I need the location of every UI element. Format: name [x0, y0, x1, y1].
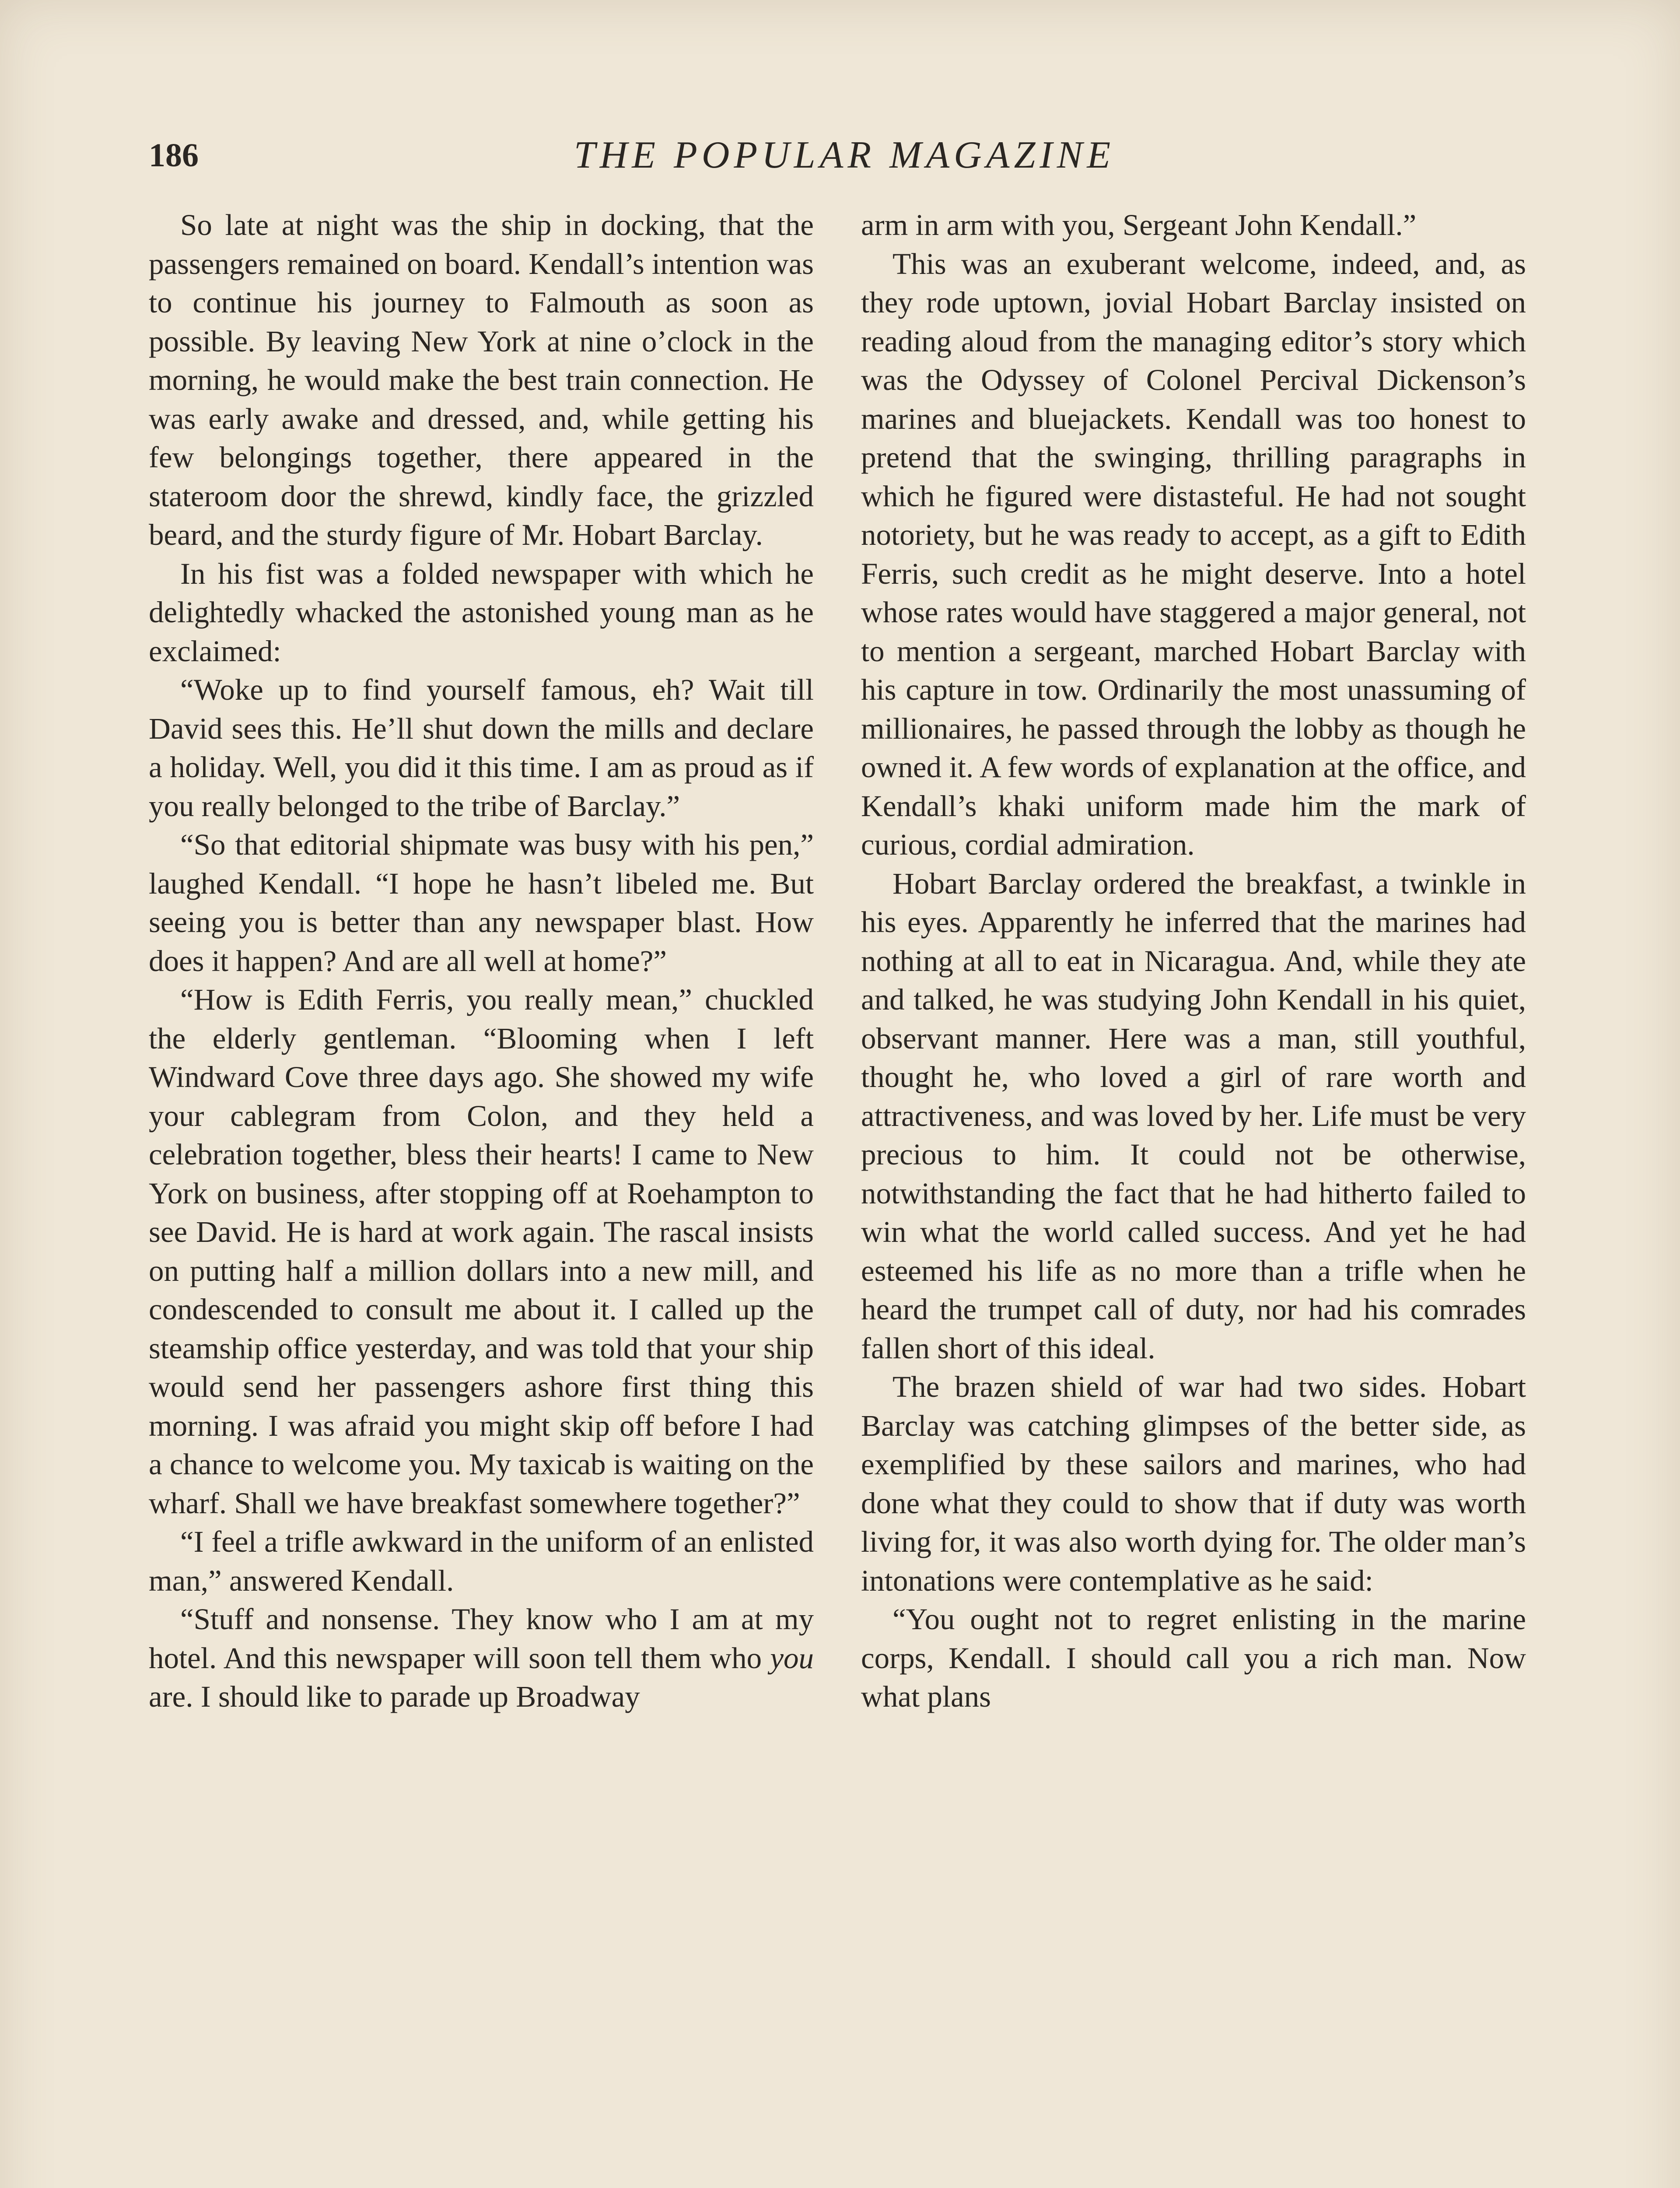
paragraph: “Woke up to find yourself famous, eh? Wait till David sees this. He’ll shut down the mills and declare a holiday. Well, you did it this time. I am as proud as if you really belonged to the tribe of Barclay.”: [149, 673, 814, 823]
page-number: 186: [149, 137, 199, 174]
paragraph: [149, 1600, 814, 1716]
paragraph: Hobart Barclay ordered the breakfast, a twinkle in his eyes. Apparently he inferred that the marines had nothing at all to eat in Nicaragua. And, while they ate and talked, he was studying John Kendall in his quiet, observant manner. Here was a man, still youthful, thought he, who loved a girl of rare worth and attractiveness, and was loved by her. Life must be very precious to him. It could not be otherwise, notwithstanding the fact that he had hitherto failed to win what the world called success. And yet he had esteemed his life as no more than a trifle when he heard the trumpet call of duty, nor had his comrades fallen short of this ideal.: [861, 866, 1526, 1365]
paragraph: So late at night was the ship in docking, that the passengers remained on board. Kendall’s intention was to continue his journey to Falmouth as soon as possible. By leaving New York at nine o’clock in the morning, he would make the best train connection. He was early awake and dressed, and, while getting his few belongings together, there appeared in the stateroom door the shrewd, kindly face, the grizzled beard, and the sturdy figure of Mr. Hobart Barclay.: [149, 208, 814, 551]
magazine-title: THE POPULAR MAGAZINE: [574, 134, 1115, 176]
continued-paragraph: arm in arm with you, Sergeant John Kendall.”: [861, 208, 1417, 242]
left-column: [149, 206, 814, 1716]
emphasized-word: you: [770, 1641, 814, 1675]
paragraph: “How is Edith Ferris, you really mean,” chuckled the elderly gentleman. “Blooming when I left Windward Cove three days ago. She showed my wife your cablegram from Colon, and they held a celebration together, bless their hearts! I came to New York on business, after stopping off at Roehampton to see David. He is hard at work again. The rascal insists on putting half a million dollars into a new mill, and condescended to consult me about it. I called up the steamship office yesterday, and was told that your ship would send her passengers ashore first thing this morning. I was afraid you might skip off before I had a chance to welcome you. My taxicab is waiting on the wharf. Shall we have breakfast somewhere together?”: [149, 983, 814, 1520]
paragraph-text: are. I should like to parade up Broadway: [149, 1680, 640, 1713]
paragraph: “So that editorial shipmate was busy with his pen,” laughed Kendall. “I hope he hasn’t libeled me. But seeing you is better than any newspaper blast. How does it happen? And are all well at home?”: [149, 828, 814, 978]
page-header: [149, 131, 1540, 179]
paragraph: The brazen shield of war had two sides. Hobart Barclay was catching glimpses of the better side, as exemplified by these sailors and marines, who had done what they could to show that if duty was worth living for, it was also worth dying for. The older man’s intonations were contemplative as he said:: [861, 1370, 1526, 1597]
paragraph: “You ought not to regret enlisting in the marine corps, Kendall. I should call you a rich man. Now what plans: [861, 1602, 1526, 1713]
right-column: [861, 206, 1526, 1716]
paragraph: This was an exuberant welcome, indeed, and, as they rode uptown, jovial Hobart Barclay insisted on reading aloud from the managing editor’s story which was the Odyssey of Colonel Percival Dickenson’s marines and bluejackets. Kendall was too honest to pretend that the swinging, thrilling paragraphs in which he figured were distasteful. He had not sought notoriety, but he was ready to accept, as a gift to Edith Ferris, such credit as he might deserve. Into a hotel whose rates would have staggered a major general, not to mention a sergeant, marched Hobart Barclay with his capture in tow. Ordinarily the most unassuming of millionaires, he passed through the lobby as though he owned it. A few words of explanation at the office, and Kendall’s khaki uniform made him the mark of curious, cordial admiration.: [861, 247, 1526, 861]
paragraph-text: “Stuff and nonsense. They know who I am at my hotel. And this newspaper will soon tell them who: [149, 1602, 814, 1675]
paragraph: In his fist was a folded newspaper with which he delightedly whacked the astonished young man as he exclaimed:: [149, 557, 814, 668]
paragraph: “I feel a trifle awkward in the uniform of an enlisted man,” answered Kendall.: [149, 1525, 814, 1597]
